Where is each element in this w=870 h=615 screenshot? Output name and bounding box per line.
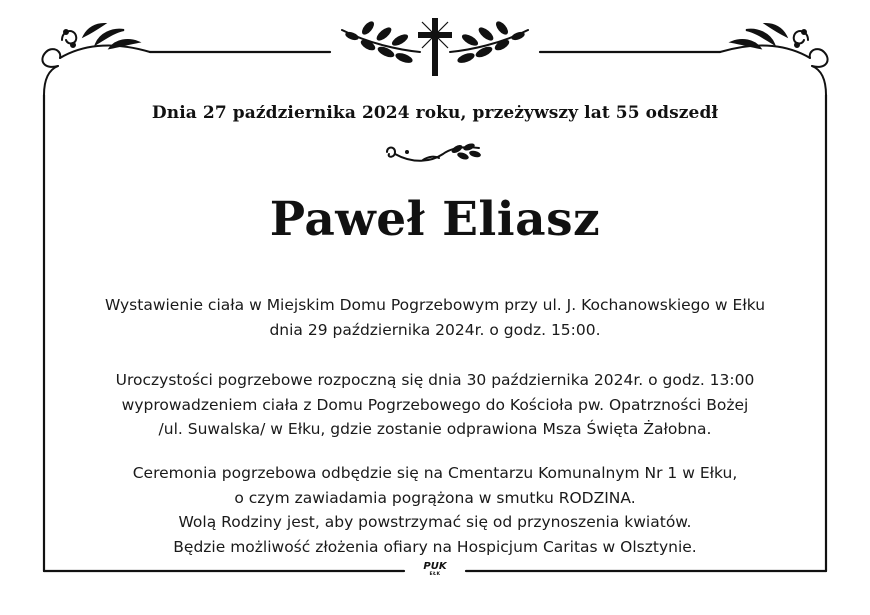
paragraph-line: Wystawienie ciała w Miejskim Domu Pogrzebowym przy ul. J. Kochanowskiego w Ełku: [104, 296, 766, 314]
paragraph-line: Wolą Rodziny jest, aby powstrzymać się od przynoszenia kwiatów.: [178, 513, 692, 531]
cross-with-laurel-icon: [342, 18, 528, 76]
paragraph-line: /ul. Suwalska/ w Ełku, gdzie zostanie odprawiona Msza Święta Żałobna.: [158, 420, 712, 438]
corner-flourish-right-icon: [720, 24, 828, 95]
death-announcement: Dnia 27 października 2024 roku, przeżywszy lat 55 odszedł: [151, 103, 719, 123]
paragraph-line: o czym zawiadamia pogrążona w smutku RODZINA.: [234, 488, 636, 507]
paragraph-line: Uroczystości pogrzebowe rozpoczną się dnia 30 października 2024r. o godz. 13:00: [115, 371, 755, 389]
puk-logo: [411, 562, 459, 577]
paragraph-line: Ceremonia pogrzebowa odbędzie się na Cmentarzu Komunalnym Nr 1 w Ełku,: [132, 464, 738, 482]
burial-paragraph: [40, 461, 830, 559]
corner-flourish-left-icon: [42, 24, 150, 95]
logo-text: PUK: [423, 561, 447, 572]
paragraph-line: dnia 29 października 2024r. o godz. 15:00.: [269, 320, 601, 339]
paragraph-line: wyprowadzeniem ciała z Domu Pogrzebowego do Kościoła pw. Opatrzności Bożej: [121, 395, 749, 414]
logo-subtext: EŁK: [429, 572, 441, 577]
vine-divider-icon: [383, 142, 487, 168]
viewing-paragraph: [40, 293, 830, 342]
ceremony-paragraph: [40, 368, 830, 442]
deceased-name: Paweł Eliasz: [269, 192, 601, 247]
paragraph-line: Będzie możliwość złożenia ofiary na Hospicjum Caritas w Olsztynie.: [173, 537, 697, 556]
